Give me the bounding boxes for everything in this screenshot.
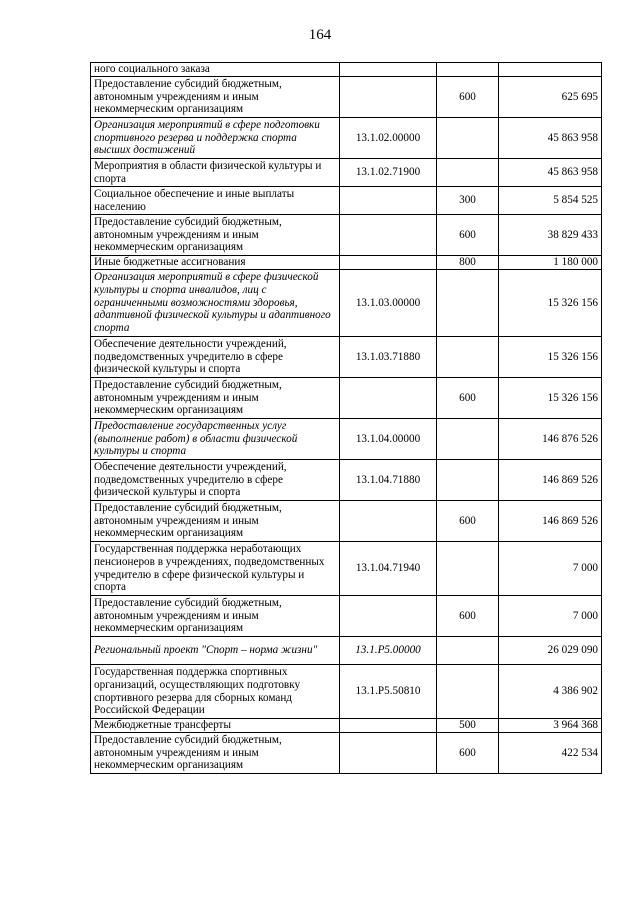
row-expense-type — [437, 118, 499, 159]
budget-table — [90, 62, 602, 774]
row-code — [340, 733, 437, 774]
row-amount: 625 695 — [499, 77, 602, 118]
row-expense-type — [437, 337, 499, 378]
row-code — [340, 719, 437, 733]
table-row — [91, 256, 602, 270]
row-code: 13.1.04.00000 — [340, 419, 437, 460]
row-code: 13.1.04.71880 — [340, 460, 437, 501]
table-row — [91, 719, 602, 733]
row-amount: 45 863 958 — [499, 159, 602, 187]
row-name: Предоставление государственных услуг (выполнение работ) в области физической культуры и спорта — [91, 419, 340, 460]
table-row — [91, 419, 602, 460]
row-amount: 146 876 526 — [499, 419, 602, 460]
table-row — [91, 159, 602, 187]
row-name: Обеспечение деятельности учреждений, подведомственных учредителю в сфере физической культуры и спорта — [91, 337, 340, 378]
row-amount: 26 029 090 — [499, 637, 602, 665]
row-expense-type — [437, 159, 499, 187]
row-name: Предоставление субсидий бюджетным, автономным учреждениям и иным некоммерческим организациям — [91, 501, 340, 542]
table-row — [91, 63, 602, 77]
table-row — [91, 187, 602, 215]
row-code: 13.1.03.71880 — [340, 337, 437, 378]
row-expense-type — [437, 637, 499, 665]
row-code — [340, 596, 437, 637]
table-row — [91, 215, 602, 256]
table-row — [91, 596, 602, 637]
table-row — [91, 501, 602, 542]
row-expense-type: 800 — [437, 256, 499, 270]
row-expense-type: 600 — [437, 378, 499, 419]
row-name: Организация мероприятий в сфере физической культуры и спорта инвалидов, лиц с ограниченными возможностями здоровья, адаптивной физической культуры и адаптивного спорта — [91, 270, 340, 337]
row-name: Предоставление субсидий бюджетным, автономным учреждениям и иным некоммерческим организациям — [91, 378, 340, 419]
table-row — [91, 378, 602, 419]
page-number: 164 — [308, 27, 332, 43]
row-code — [340, 77, 437, 118]
row-amount — [499, 63, 602, 77]
table-row — [91, 460, 602, 501]
row-expense-type — [437, 665, 499, 719]
table-row — [91, 118, 602, 159]
row-amount: 15 326 156 — [499, 270, 602, 337]
row-name: Организация мероприятий в сфере подготовки спортивного резерва и поддержка спорта высших достижений — [91, 118, 340, 159]
row-expense-type: 500 — [437, 719, 499, 733]
row-amount: 3 964 368 — [499, 719, 602, 733]
row-code — [340, 215, 437, 256]
table-row — [91, 77, 602, 118]
row-code: 13.1.02.00000 — [340, 118, 437, 159]
row-name: Межбюджетные трансферты — [91, 719, 340, 733]
row-amount: 4 386 902 — [499, 665, 602, 719]
row-code — [340, 63, 437, 77]
row-name: Социальное обеспечение и иные выплаты населению — [91, 187, 340, 215]
row-name: Региональный проект "Спорт – норма жизни" — [91, 637, 340, 665]
budget-table-body — [91, 63, 602, 774]
row-code — [340, 501, 437, 542]
row-amount: 38 829 433 — [499, 215, 602, 256]
row-name: Государственная поддержка спортивных организаций, осуществляющих подготовку спортивного резерва для сборных команд Российской Федерации — [91, 665, 340, 719]
row-expense-type: 600 — [437, 77, 499, 118]
row-code — [340, 187, 437, 215]
row-amount: 5 854 525 — [499, 187, 602, 215]
row-expense-type — [437, 63, 499, 77]
row-name: Государственная поддержка неработающих пенсионеров в учреждениях, подведомственных учредителю в сфере физической культуры и спорта — [91, 542, 340, 596]
row-code: 13.1.03.00000 — [340, 270, 437, 337]
row-code — [340, 378, 437, 419]
row-amount: 146 869 526 — [499, 460, 602, 501]
row-name: Мероприятия в области физической культуры и спорта — [91, 159, 340, 187]
row-name: ного социального заказа — [91, 63, 340, 77]
table-row — [91, 665, 602, 719]
table-row — [91, 637, 602, 665]
row-amount: 45 863 958 — [499, 118, 602, 159]
row-expense-type: 600 — [437, 733, 499, 774]
row-name: Предоставление субсидий бюджетным, автономным учреждениям и иным некоммерческим организациям — [91, 596, 340, 637]
row-amount: 15 326 156 — [499, 378, 602, 419]
row-expense-type: 600 — [437, 215, 499, 256]
row-code: 13.1.P5.50810 — [340, 665, 437, 719]
row-expense-type — [437, 542, 499, 596]
row-expense-type: 300 — [437, 187, 499, 215]
row-expense-type: 600 — [437, 596, 499, 637]
table-row — [91, 733, 602, 774]
row-amount: 7 000 — [499, 542, 602, 596]
row-code: 13.1.04.71940 — [340, 542, 437, 596]
table-row — [91, 270, 602, 337]
row-amount: 422 534 — [499, 733, 602, 774]
row-expense-type — [437, 270, 499, 337]
row-expense-type — [437, 460, 499, 501]
row-name: Предоставление субсидий бюджетным, автономным учреждениям и иным некоммерческим организациям — [91, 733, 340, 774]
row-amount: 15 326 156 — [499, 337, 602, 378]
row-name: Предоставление субсидий бюджетным, автономным учреждениям и иным некоммерческим организациям — [91, 215, 340, 256]
row-expense-type — [437, 419, 499, 460]
row-name: Предоставление субсидий бюджетным, автономным учреждениям и иным некоммерческим организациям — [91, 77, 340, 118]
row-amount: 1 180 000 — [499, 256, 602, 270]
row-expense-type: 600 — [437, 501, 499, 542]
row-code — [340, 256, 437, 270]
table-row — [91, 337, 602, 378]
row-amount: 7 000 — [499, 596, 602, 637]
row-name: Обеспечение деятельности учреждений, подведомственных учредителю в сфере физической культуры и спорта — [91, 460, 340, 501]
row-name: Иные бюджетные ассигнования — [91, 256, 340, 270]
row-code: 13.1.P5.00000 — [340, 637, 437, 665]
table-row — [91, 542, 602, 596]
row-amount: 146 869 526 — [499, 501, 602, 542]
row-code: 13.1.02.71900 — [340, 159, 437, 187]
